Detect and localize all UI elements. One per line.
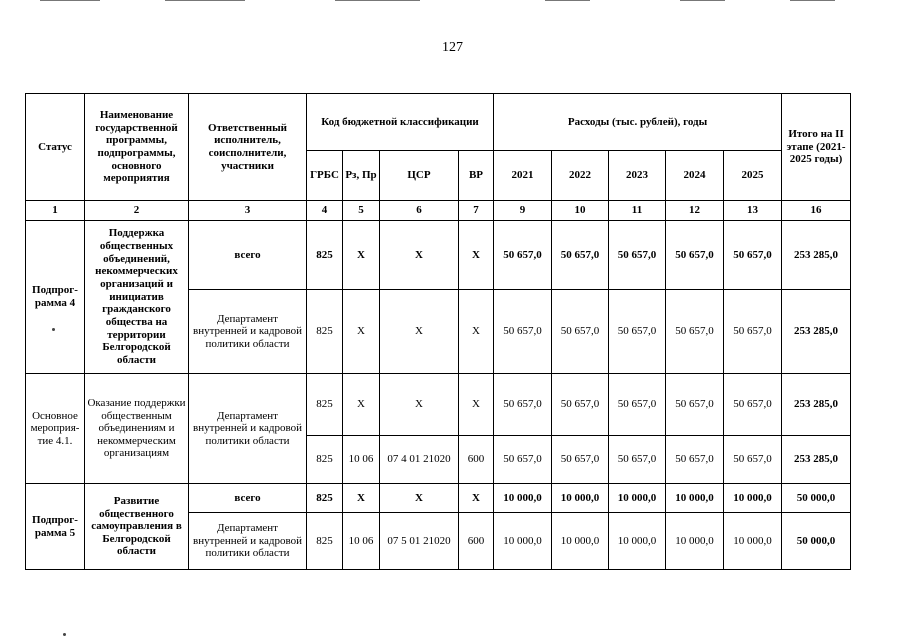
value-cell: 10 000,0 — [609, 513, 666, 570]
column-number-row — [26, 201, 851, 221]
executor-cell: Департамент внутренней и кадровой политики области — [189, 290, 307, 374]
top-rule — [545, 0, 590, 1]
column-number: 5 — [343, 201, 380, 221]
value-cell: 50 657,0 — [666, 221, 724, 290]
col-header-year: 2024 — [666, 151, 724, 201]
value-cell: 50 657,0 — [609, 436, 666, 484]
top-rule — [40, 0, 100, 1]
csr-cell: 07 4 01 21020 — [380, 436, 459, 484]
top-rule — [335, 0, 420, 1]
grbs-cell: 825 — [307, 374, 343, 436]
top-rule — [680, 0, 725, 1]
vr-cell: 600 — [459, 513, 494, 570]
name-cell: Поддержка общественных объединений, некоммерческих организаций и инициатив гражданского общества на территории Белгородской области — [85, 221, 189, 374]
grbs-cell: 825 — [307, 290, 343, 374]
executor-cell: всего — [189, 484, 307, 513]
vr-cell: Х — [459, 290, 494, 374]
value-cell: 50 657,0 — [494, 221, 552, 290]
value-cell: 10 000,0 — [609, 484, 666, 513]
status-cell: Подпрог-рамма 4 — [26, 221, 85, 374]
rzpr-cell: Х — [343, 290, 380, 374]
value-cell: 10 000,0 — [552, 513, 609, 570]
column-number: 2 — [85, 201, 189, 221]
value-cell: 50 657,0 — [552, 290, 609, 374]
value-cell: 50 657,0 — [666, 290, 724, 374]
total-cell: 50 000,0 — [782, 484, 851, 513]
table-row — [26, 484, 851, 513]
csr-cell: 07 5 01 21020 — [380, 513, 459, 570]
status-cell: Основное мероприя-тие 4.1. — [26, 374, 85, 484]
value-cell: 50 657,0 — [552, 436, 609, 484]
status-cell: Подпрог-рамма 5 — [26, 484, 85, 570]
rzpr-cell: Х — [343, 221, 380, 290]
column-number: 4 — [307, 201, 343, 221]
column-number: 3 — [189, 201, 307, 221]
total-cell: 253 285,0 — [782, 221, 851, 290]
rzpr-cell: Х — [343, 484, 380, 513]
vr-cell: Х — [459, 221, 494, 290]
value-cell: 10 000,0 — [494, 513, 552, 570]
total-cell: 253 285,0 — [782, 290, 851, 374]
executor-cell: Департамент внутренней и кадровой политики области — [189, 374, 307, 484]
value-cell: 10 000,0 — [666, 484, 724, 513]
rzpr-cell: 10 06 — [343, 436, 380, 484]
col-header-year: 2022 — [552, 151, 609, 201]
col-header-expenses: Расходы (тыс. рублей), годы — [494, 94, 782, 151]
value-cell: 50 657,0 — [552, 221, 609, 290]
value-cell: 50 657,0 — [552, 374, 609, 436]
table-row — [26, 374, 851, 436]
value-cell: 50 657,0 — [609, 221, 666, 290]
csr-cell: Х — [380, 374, 459, 436]
column-number: 13 — [724, 201, 782, 221]
value-cell: 50 657,0 — [724, 436, 782, 484]
column-number: 10 — [552, 201, 609, 221]
grbs-cell: 825 — [307, 513, 343, 570]
value-cell: 50 657,0 — [724, 290, 782, 374]
rzpr-cell: Х — [343, 374, 380, 436]
value-cell: 10 000,0 — [724, 484, 782, 513]
column-number: 1 — [26, 201, 85, 221]
value-cell: 10 000,0 — [494, 484, 552, 513]
column-number: 9 — [494, 201, 552, 221]
executor-cell: Департамент внутренней и кадровой политики области — [189, 513, 307, 570]
col-header-year: 2025 — [724, 151, 782, 201]
column-number: 6 — [380, 201, 459, 221]
value-cell: 50 657,0 — [666, 436, 724, 484]
top-rule — [790, 0, 835, 1]
grbs-cell: 825 — [307, 221, 343, 290]
scan-speck — [63, 633, 66, 636]
executor-cell: всего — [189, 221, 307, 290]
value-cell: 10 000,0 — [666, 513, 724, 570]
grbs-cell: 825 — [307, 436, 343, 484]
vr-cell: Х — [459, 484, 494, 513]
grbs-cell: 825 — [307, 484, 343, 513]
vr-cell: Х — [459, 374, 494, 436]
budget-table — [25, 93, 851, 570]
value-cell: 50 657,0 — [609, 374, 666, 436]
col-header-vr: ВР — [459, 151, 494, 201]
total-cell: 253 285,0 — [782, 374, 851, 436]
value-cell: 50 657,0 — [494, 436, 552, 484]
col-header-grbs: ГРБС — [307, 151, 343, 201]
top-rule — [165, 0, 245, 1]
scan-speck — [52, 328, 55, 331]
rzpr-cell: 10 06 — [343, 513, 380, 570]
vr-cell: 600 — [459, 436, 494, 484]
col-header-name: Наименование государственной программы, подпрограммы, основного мероприятия — [85, 94, 189, 201]
page-number: 127 — [442, 40, 463, 55]
value-cell: 10 000,0 — [552, 484, 609, 513]
value-cell: 50 657,0 — [724, 221, 782, 290]
value-cell: 50 657,0 — [494, 290, 552, 374]
value-cell: 50 657,0 — [494, 374, 552, 436]
csr-cell: Х — [380, 484, 459, 513]
name-cell: Оказание поддержки общественным объединениям и некоммерческим организациям — [85, 374, 189, 484]
value-cell: 10 000,0 — [724, 513, 782, 570]
csr-cell: Х — [380, 221, 459, 290]
col-header-rzpr: Рз, Пр — [343, 151, 380, 201]
name-cell: Развитие общественного самоуправления в Белгородской области — [85, 484, 189, 570]
col-header-executor: Ответственный исполнитель, соисполнители, участники — [189, 94, 307, 201]
col-header-budget-code: Код бюджетной классификации — [307, 94, 494, 151]
col-header-csr: ЦСР — [380, 151, 459, 201]
total-cell: 253 285,0 — [782, 436, 851, 484]
value-cell: 50 657,0 — [609, 290, 666, 374]
column-number: 12 — [666, 201, 724, 221]
column-number: 11 — [609, 201, 666, 221]
value-cell: 50 657,0 — [666, 374, 724, 436]
table-row — [26, 221, 851, 290]
value-cell: 50 657,0 — [724, 374, 782, 436]
col-header-status: Статус — [26, 94, 85, 201]
col-header-year: 2023 — [609, 151, 666, 201]
col-header-total: Итого на II этапе (2021-2025 годы) — [782, 94, 851, 201]
column-number: 16 — [782, 201, 851, 221]
col-header-year: 2021 — [494, 151, 552, 201]
column-number: 7 — [459, 201, 494, 221]
total-cell: 50 000,0 — [782, 513, 851, 570]
csr-cell: Х — [380, 290, 459, 374]
